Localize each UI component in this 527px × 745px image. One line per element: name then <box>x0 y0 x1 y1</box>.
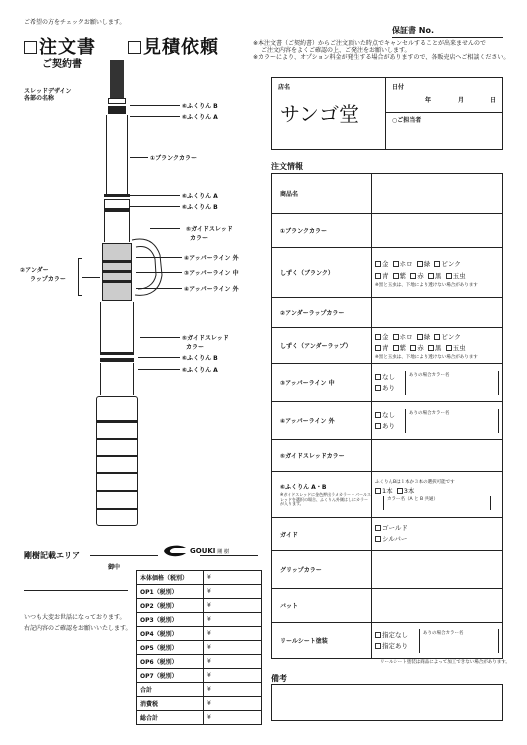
rod-tip-cap <box>110 60 124 100</box>
label-upper-outer: ④アッパーライン 外 <box>272 402 372 440</box>
row-blank <box>272 214 503 248</box>
u-color-blue: 青 <box>382 343 389 352</box>
u-color-red-checkbox[interactable] <box>410 345 416 351</box>
estimate-option[interactable] <box>128 33 219 59</box>
price-yen[interactable]: ¥ <box>204 641 262 655</box>
guide-outline <box>110 235 170 305</box>
value-upper-mid[interactable] <box>372 364 503 402</box>
label-shizuku-under: しずく（アンダーラップ） <box>272 328 372 364</box>
label-fukurin-cell <box>272 472 372 518</box>
color-holo: ホロ <box>399 259 413 268</box>
reel-none-checkbox[interactable] <box>375 632 381 638</box>
price-yen[interactable]: ¥ <box>204 669 262 683</box>
upper-outer-color-hint: ありの場合カラー名 <box>409 410 450 416</box>
callout-upper-outer-bottom: ④アッパーライン 外 <box>184 286 239 293</box>
dealer-area-label: 剛樹記載エリア <box>24 551 80 560</box>
callout-upper-outer-top: ④アッパーライン 外 <box>184 255 239 262</box>
u-color-black: 黒 <box>434 343 442 352</box>
u-color-tamamushi-checkbox[interactable] <box>446 345 452 351</box>
u-color-note: ※黒と玉虫は、下地により透けない場合があります <box>375 354 478 360</box>
price-table <box>136 570 262 725</box>
value-upper-outer[interactable] <box>372 402 503 440</box>
price-yen[interactable]: ¥ <box>204 655 262 669</box>
staff-label-text: ご担当者 <box>397 117 422 124</box>
year-label: 年 <box>425 97 432 104</box>
row-fukurin <box>272 472 503 518</box>
u-color-green: 緑 <box>423 332 431 341</box>
day-label: 日 <box>490 97 497 104</box>
callout-upper-mid: ③アッパーライン 中 <box>184 270 239 277</box>
color-purple-checkbox[interactable] <box>393 273 399 279</box>
u-color-blue-checkbox[interactable] <box>375 345 381 351</box>
fukurin-one-checkbox[interactable] <box>375 488 381 494</box>
note-1: ※本注文書（ご契約書）からご注文頂いた時点でキャンセルすることが出来ませんので <box>253 40 487 47</box>
price-yen[interactable]: ¥ <box>204 585 262 599</box>
callout-guide-thread-bot-1: ⑤ガイドスレッド <box>182 335 229 342</box>
price-label: OP4（税別） <box>137 627 204 641</box>
label-guide-thread: ⑤ガイドスレッドカラー <box>272 440 372 472</box>
price-label: 消費税 <box>137 697 204 711</box>
u-color-pink: ピンク <box>441 332 461 341</box>
price-label: 合計 <box>137 683 204 697</box>
store-box <box>271 77 503 150</box>
callout-under-wrap-1: ②アンダー <box>20 267 49 274</box>
diagram-heading <box>24 88 72 102</box>
fukurin-color-field[interactable] <box>383 496 491 510</box>
label-blank: ①ブランクカラー <box>272 214 372 248</box>
callout-blank-color: ①ブランクカラー <box>150 155 197 162</box>
upper-mid-color-hint: ありの場合カラー名 <box>409 372 450 378</box>
color-black-checkbox[interactable] <box>428 273 434 279</box>
upper-outer-color-field[interactable] <box>405 409 499 433</box>
row-upper-outer <box>272 402 503 440</box>
price-row <box>137 697 262 711</box>
price-row <box>137 655 262 669</box>
guide-silver: シルバー <box>382 535 408 543</box>
upper-outer-none: なし <box>382 410 395 419</box>
label-under-wrap: ②アンダーラップカラー <box>272 298 372 328</box>
diagram-heading-2: 各部の名称 <box>24 95 55 103</box>
estimate-label: 見積依頼 <box>143 37 219 58</box>
value-guide[interactable] <box>372 518 503 551</box>
guide-gold: ゴールド <box>382 524 408 532</box>
callout-guide-thread-top <box>186 224 233 242</box>
blank-section <box>106 115 128 195</box>
label-shizuku-blank: しずく（ブランク） <box>272 248 372 298</box>
fukurin-one: 1本 <box>382 487 393 495</box>
label-reel-seat: リールシート塗装 <box>272 623 372 659</box>
price-yen[interactable]: ¥ <box>204 627 262 641</box>
order-checkbox[interactable] <box>24 41 37 54</box>
price-row <box>137 613 262 627</box>
order-heading: 注文情報 <box>271 162 303 171</box>
price-row <box>137 711 262 725</box>
value-guide-thread[interactable] <box>372 440 503 472</box>
u-color-red: 赤 <box>417 343 424 352</box>
value-reel-seat[interactable] <box>372 623 503 659</box>
remarks-label: 備考 <box>271 674 287 683</box>
fukurin-top-ring <box>108 106 126 114</box>
price-label: OP3（税別） <box>137 613 204 627</box>
callout-fukurin-a-mid: ⑥ふくりん A <box>182 193 218 200</box>
value-grip[interactable] <box>372 551 503 589</box>
gouki-brand-sub: 剛 樹 <box>217 548 230 555</box>
greeting-2: 右記内容のご確認をお願いいたします。 <box>24 625 132 632</box>
row-shizuku-under <box>272 328 503 364</box>
row-upper-mid <box>272 364 503 402</box>
color-pink-checkbox[interactable] <box>434 261 440 267</box>
order-label: 注文書 <box>39 37 96 58</box>
note-3: ※カラーにより、オプション料金が発生する場合がありますので、各販売店へご相談ください。 <box>253 54 510 62</box>
callout-guide-thread-bot <box>182 333 229 351</box>
color-tamamushi: 玉虫 <box>452 271 466 280</box>
callout-under-wrap-2: ラップカラー <box>30 276 66 283</box>
u-color-pink-checkbox[interactable] <box>434 334 440 340</box>
price-row <box>137 599 262 613</box>
callout-fukurin-a-bot: ⑥ふくりん A <box>182 367 218 374</box>
value-butt[interactable] <box>372 589 503 623</box>
price-yen[interactable]: ¥ <box>204 711 262 725</box>
upper-mid-none-checkbox[interactable] <box>375 374 381 380</box>
price-label: OP6（税別） <box>137 655 204 669</box>
reel-none: 指定なし <box>382 630 408 639</box>
color-holo-checkbox[interactable] <box>393 261 399 267</box>
color-blue: 青 <box>382 271 389 280</box>
color-black: 黒 <box>434 271 442 280</box>
callout-guide-thread-top-1: ⑤ガイドスレッド <box>186 226 233 233</box>
label-guide: ガイド <box>272 518 372 551</box>
row-grip <box>272 551 503 589</box>
price-row <box>137 641 262 655</box>
staff-label <box>392 117 421 124</box>
value-under-wrap[interactable] <box>372 298 503 328</box>
price-yen[interactable]: ¥ <box>204 683 262 697</box>
price-row <box>137 585 262 599</box>
row-under-wrap <box>272 298 503 328</box>
upper-mid-yes-checkbox[interactable] <box>375 385 381 391</box>
price-yen[interactable]: ¥ <box>204 599 262 613</box>
reel-yes-checkbox[interactable] <box>375 643 381 649</box>
gouki-brand: GOUKI <box>190 547 216 555</box>
fukurin-hint: ふくりんBは１本か３本の選択可能です <box>375 480 455 485</box>
row-product <box>272 174 503 214</box>
price-label: OP5（税別） <box>137 641 204 655</box>
label-product: 商品名 <box>272 174 372 214</box>
guide-gold-checkbox[interactable] <box>375 525 381 531</box>
upper-mid-yes: あり <box>382 383 395 392</box>
price-row <box>137 627 262 641</box>
color-note: ※黒と玉虫は、下地により透けない場合があります <box>375 282 478 288</box>
price-label: 本体価格（税別） <box>137 571 204 585</box>
u-color-purple-checkbox[interactable] <box>393 345 399 351</box>
price-label: 総合計 <box>137 711 204 725</box>
callout-fukurin-b-mid: ⑥ふくりん B <box>182 204 218 211</box>
value-shizuku-under[interactable] <box>372 328 503 364</box>
callout-fukurin-b-bot: ⑥ふくりん B <box>182 355 218 362</box>
date-label: 日付 <box>392 84 405 91</box>
callout-guide-thread-top-2: カラー <box>190 235 209 242</box>
color-gold: 金 <box>382 259 389 268</box>
store-name-label: 店名 <box>278 84 291 91</box>
price-yen[interactable]: ¥ <box>204 571 262 585</box>
upper-outer-yes: あり <box>382 421 395 430</box>
rod-handle <box>96 396 138 526</box>
callout-fukurin-b-top: ⑥ふくりん B <box>182 103 218 110</box>
warranty-label: 保証書 No. <box>392 26 435 35</box>
row-guide-thread <box>272 440 503 472</box>
row-shizuku-blank <box>272 248 503 298</box>
diagram-heading-1: スレッドデザイン <box>24 88 72 95</box>
upper-outer-yes-checkbox[interactable] <box>375 423 381 429</box>
staff-mark: ○ <box>392 117 398 124</box>
value-fukurin[interactable] <box>372 472 503 518</box>
color-red: 赤 <box>417 271 424 280</box>
greeting-1: いつも大変お世話になっております。 <box>24 614 126 621</box>
store-name-value[interactable]: サンゴ堂 <box>280 102 359 126</box>
u-color-holo-checkbox[interactable] <box>393 334 399 340</box>
reel-yes: 指定あり <box>382 641 408 650</box>
u-color-purple: 紫 <box>399 343 407 352</box>
note-2: ご注文内容をよくご確認の上、ご発注をお願いします。 <box>261 47 411 55</box>
price-yen[interactable]: ¥ <box>204 613 262 627</box>
price-row <box>137 571 262 585</box>
u-color-black-checkbox[interactable] <box>428 345 434 351</box>
upper-outer-none-checkbox[interactable] <box>375 412 381 418</box>
value-blank[interactable] <box>372 214 503 248</box>
gouki-logo-mark <box>162 544 188 558</box>
value-product[interactable] <box>372 174 503 214</box>
label-fukurin: ⑥ふくりん A・B <box>280 483 327 491</box>
callout-under-wrap <box>20 265 66 283</box>
label-upper-mid: ③アッパーライン 中 <box>272 364 372 402</box>
price-label: OP1（税別） <box>137 585 204 599</box>
upper-mid-none: なし <box>382 372 395 381</box>
month-label: 月 <box>458 97 465 104</box>
remarks-field[interactable] <box>271 684 503 721</box>
price-label: OP7（税別） <box>137 669 204 683</box>
u-color-gold-checkbox[interactable] <box>375 334 381 340</box>
u-color-holo: ホロ <box>399 332 413 341</box>
instruction-text: ご希望の方をチェックお願いします。 <box>24 19 126 26</box>
value-shizuku-blank[interactable] <box>372 248 503 298</box>
u-color-gold: 金 <box>382 332 389 341</box>
reel-note: リールシート塗装は商品によって加工できない場合があります。 <box>380 660 510 665</box>
reel-color-hint: ありの場合カラー名 <box>423 630 464 636</box>
row-reel-seat <box>272 623 503 659</box>
onchu-label: 御中 <box>108 564 121 571</box>
color-pink: ピンク <box>441 259 461 268</box>
fukurin-three-checkbox[interactable] <box>397 488 403 494</box>
color-tamamushi-checkbox[interactable] <box>446 273 452 279</box>
color-blue-checkbox[interactable] <box>375 273 381 279</box>
color-green: 緑 <box>423 259 431 268</box>
price-yen[interactable]: ¥ <box>204 697 262 711</box>
color-gold-checkbox[interactable] <box>375 261 381 267</box>
fukurin-note: ※ガイドスレッドに金色押出ラメカラー・パールスレッドを選択の場合、ふくりん外側はしにカラーが入ります。 <box>280 491 371 507</box>
price-row <box>137 683 262 697</box>
row-butt <box>272 589 503 623</box>
contract-label: ご契約書 <box>42 59 82 70</box>
u-color-tamamushi: 玉虫 <box>452 343 466 352</box>
reel-color-field[interactable] <box>419 629 499 653</box>
callout-fukurin-a-top: ⑥ふくりん A <box>182 114 218 121</box>
notes <box>253 40 515 62</box>
row-guide <box>272 518 503 551</box>
label-butt: バット <box>272 589 372 623</box>
upper-mid-color-field[interactable] <box>405 371 499 395</box>
estimate-checkbox[interactable] <box>128 41 141 54</box>
order-table <box>271 173 503 659</box>
fukurin-three: 3本 <box>403 487 415 495</box>
fukurin-color-hint: カラー名（A と B 共通） <box>387 497 438 502</box>
price-row <box>137 669 262 683</box>
price-label: OP2（税別） <box>137 599 204 613</box>
color-green-checkbox[interactable] <box>417 261 423 267</box>
color-purple: 紫 <box>399 271 407 280</box>
color-red-checkbox[interactable] <box>410 273 416 279</box>
u-color-green-checkbox[interactable] <box>417 334 423 340</box>
label-grip: グリップカラー <box>272 551 372 589</box>
callout-guide-thread-bot-2: カラー <box>186 344 205 351</box>
guide-silver-checkbox[interactable] <box>375 536 381 542</box>
